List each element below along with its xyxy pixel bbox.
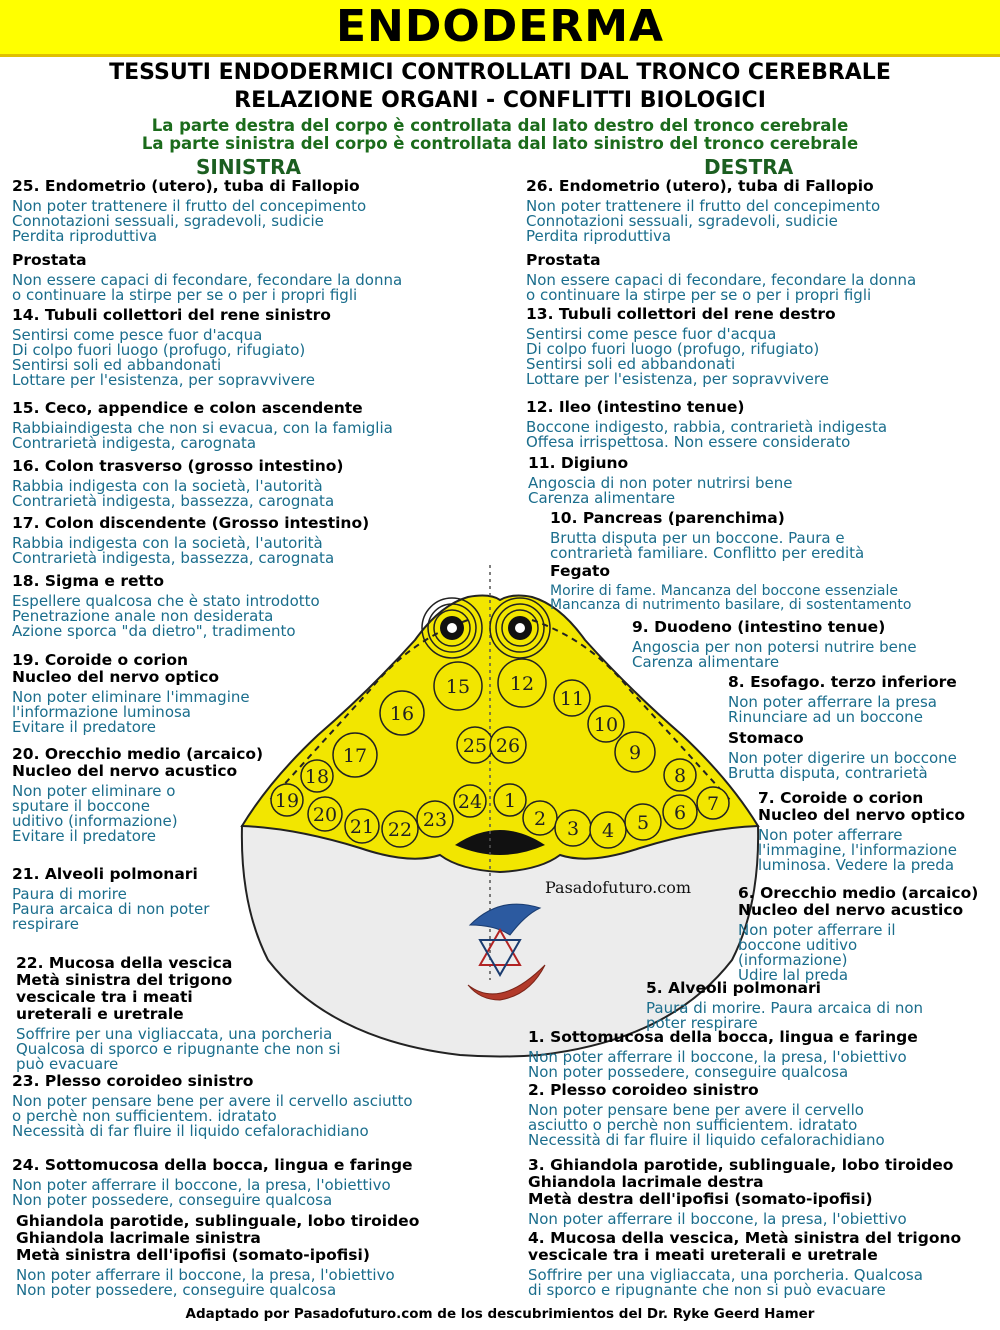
entry-heading: 12. Ileo (intestino tenue) (526, 398, 745, 416)
footer-credit: Adaptado por Pasadofuturo.com de los descubrimientos del Dr. Ryke Geerd Hamer (185, 1306, 815, 1322)
entry-description: Connotazioni sessuali, sgradevoli, sudicie (526, 212, 838, 230)
entry-description: sputare il boccone (12, 797, 150, 815)
watermark: Pasadofuturo.com (545, 878, 692, 897)
subtitle-tissues: TESSUTI ENDODERMICI CONTROLLATI DAL TRONCO CEREBRALE (109, 60, 891, 85)
right-entry (526, 178, 880, 244)
region-number-25: 25 (462, 735, 488, 757)
region-number-6: 6 (673, 802, 687, 824)
entry-description: Non poter trattenere il frutto del concepimento (526, 197, 881, 215)
entry-heading: 23. Plesso coroideo sinistro (12, 1072, 254, 1090)
entry-heading: 16. Colon trasverso (grosso intestino) (12, 457, 344, 475)
region-number-11: 11 (559, 688, 585, 710)
region-number-24: 24 (457, 791, 483, 813)
right-entry (728, 674, 957, 725)
region-number-21: 21 (349, 816, 375, 838)
entry-heading: 10. Pancreas (parenchima) (550, 509, 785, 527)
right-entry (550, 563, 911, 612)
entry-description: Sentirsi soli ed abbandonati (526, 355, 736, 373)
entry-heading: 2. Plesso coroideo sinistro (528, 1081, 759, 1099)
entry-description: Sentirsi come pesce fuor d'acqua (12, 326, 263, 344)
entry-description: Necessità di far fluire il liquido cefalorachidiano (528, 1131, 885, 1149)
entry-heading: 19. Coroide o corion (12, 651, 189, 669)
entry-description: Non poter afferrare il boccone, la presa, l'obiettivo (528, 1048, 907, 1066)
entry-description: luminosa. Vedere la preda (758, 856, 955, 874)
entry-heading: Nucleo del nervo acustico (12, 762, 238, 780)
entry-description: Paura di morire. Paura arcaica di non (646, 999, 924, 1017)
entry-heading: Nucleo del nervo acustico (738, 901, 964, 919)
right-entry (646, 980, 923, 1031)
entry-description: Non poter afferrare il boccone, la presa, l'obiettivo (528, 1210, 907, 1228)
entry-heading: 24. Sottomucosa della bocca, lingua e faringe (12, 1156, 413, 1174)
right-entry (528, 1082, 885, 1148)
left-entry (16, 1213, 419, 1298)
region-number-12: 12 (509, 673, 535, 695)
right-entry (528, 1029, 918, 1080)
entry-heading: 11. Digiuno (528, 454, 629, 472)
entry-description: poter respirare (646, 1014, 758, 1032)
right-entry (738, 885, 978, 983)
entry-description: Rabbiaindigesta che non si evacua, con la famiglia (12, 419, 393, 437)
page-title: ENDODERMA (0, 0, 1000, 57)
entry-heading: Nucleo del nervo optico (12, 668, 220, 686)
entry-description: Espellere qualcosa che è stato introdotto (12, 592, 320, 610)
entry-heading: Ghiandola lacrimale sinistra (16, 1229, 261, 1247)
entry-description: Brutta disputa, contrarietà (728, 764, 928, 782)
entry-description: Lottare per l'esistenza, per sopravvivere (526, 370, 829, 388)
entry-heading: Metà sinistra del trigono (16, 971, 233, 989)
left-entry (12, 746, 263, 844)
entry-heading: Prostata (12, 251, 87, 269)
entry-heading: Ghiandola lacrimale destra (528, 1173, 764, 1191)
entry-description: Non poter afferrare la presa (728, 693, 937, 711)
entry-heading: 20. Orecchio medio (arcaico) (12, 745, 264, 763)
left-entry (12, 652, 250, 735)
entry-heading: 17. Colon discendente (Grosso intestino) (12, 514, 370, 532)
entry-heading: 15. Ceco, appendice e colon ascendente (12, 399, 363, 417)
entry-heading: Metà sinistra dell'ipofisi (somato-ipofisi) (16, 1246, 370, 1264)
entry-heading: 13. Tubuli collettori del rene destro (526, 305, 836, 323)
entry-description: Contrarietà indigesta, bassezza, carognata (12, 549, 335, 567)
entry-description: Brutta disputa per un boccone. Paura e (550, 529, 845, 547)
right-entry (526, 252, 916, 303)
entry-heading: 26. Endometrio (utero), tuba di Fallopio (526, 177, 874, 195)
entry-description: Soffrire per una vigliaccata, una porcheria. Qualcosa (528, 1266, 923, 1284)
entry-heading: 25. Endometrio (utero), tuba di Fallopio (12, 177, 360, 195)
entry-description: Paura di morire (12, 885, 127, 903)
entry-description: Non poter afferrare il (738, 921, 896, 939)
entry-description: Rinunciare ad un boccone (728, 708, 923, 726)
entry-heading: 4. Mucosa della vescica, Metà sinistra del trigono (528, 1229, 962, 1247)
left-entry (12, 458, 344, 509)
entry-description: Connotazioni sessuali, sgradevoli, sudicie (12, 212, 324, 230)
entry-heading: Ghiandola parotide, sublinguale, lobo tiroideo (16, 1212, 420, 1230)
right-side-heading: DESTRA (704, 155, 794, 179)
entry-description: Contrarietà indigesta, bassezza, carognata (12, 492, 335, 510)
entry-description: o continuare la stirpe per se o per i propri figli (526, 286, 872, 304)
region-number-16: 16 (389, 703, 415, 725)
region-number-26: 26 (495, 735, 521, 757)
entry-description: Non poter possedere, conseguire qualcosa (16, 1281, 337, 1299)
region-number-4: 4 (601, 820, 615, 842)
left-entry (12, 400, 393, 451)
region-number-3: 3 (566, 818, 580, 840)
entry-description: Angoscia per non potersi nutrire bene (632, 638, 917, 656)
left-entry (12, 252, 402, 303)
entry-heading: 8. Esofago. terzo inferiore (728, 673, 957, 691)
entry-description: Rabbia indigesta con la società, l'autorità (12, 477, 323, 495)
entry-description: contrarietà familiare. Conflitto per eredità (550, 544, 865, 562)
note-right-side: La parte destra del corpo è controllata dal lato destro del tronco cerebrale (151, 116, 849, 135)
region-number-1: 1 (503, 790, 517, 812)
entry-description: boccone uditivo (738, 936, 858, 954)
region-number-15: 15 (445, 676, 471, 698)
entry-description: l'immagine, l'informazione (758, 841, 957, 859)
region-number-5: 5 (636, 812, 650, 834)
region-number-7: 7 (706, 793, 720, 815)
entry-description: Di colpo fuori luogo (profugo, rifugiato) (12, 341, 306, 359)
entry-description: Lottare per l'esistenza, per sopravvivere (12, 371, 315, 389)
entry-heading: 21. Alveoli polmonari (12, 865, 198, 883)
entry-heading: 3. Ghiandola parotide, sublinguale, lobo tiroideo (528, 1156, 954, 1174)
entry-heading: ureterali e uretrale (16, 1005, 184, 1023)
entry-description: Non poter digerire un boccone (728, 749, 957, 767)
entry-description: Non poter eliminare l'immagine (12, 688, 250, 706)
left-side-heading: SINISTRA (196, 155, 301, 179)
left-entry (12, 866, 209, 932)
entry-description: Azione sporca "da dietro", tradimento (12, 622, 296, 640)
entry-description: Non poter afferrare il boccone, la presa, l'obiettivo (12, 1176, 391, 1194)
entry-description: o continuare la stirpe per se o per i propri figli (12, 286, 358, 304)
entry-description: Non poter possedere, conseguire qualcosa (12, 1191, 333, 1209)
entry-description: Non essere capaci di fecondare, fecondare la donna (12, 271, 403, 289)
right-entry (632, 619, 917, 670)
left-entry (12, 178, 366, 244)
entry-description: Non poter pensare bene per avere il cervello asciutto (12, 1092, 413, 1110)
entry-description: Carenza alimentare (528, 489, 676, 507)
entry-description: può evacuare (16, 1055, 119, 1073)
entry-description: asciutto o perchè non sufficientem. idratato (528, 1116, 858, 1134)
entry-description: Qualcosa di sporco e ripugnante che non si (16, 1040, 341, 1058)
entry-description: Contrarietà indigesta, carognata (12, 434, 257, 452)
entry-description: Evitare il predatore (12, 718, 156, 736)
entry-description: Paura arcaica di non poter (12, 900, 210, 918)
entry-description: Rabbia indigesta con la società, l'autorità (12, 534, 323, 552)
entry-description: Non poter trattenere il frutto del concepimento (12, 197, 367, 215)
entry-description: Angoscia di non poter nutrirsi bene (528, 474, 793, 492)
entry-description: Non poter afferrare il boccone, la presa, l'obiettivo (16, 1266, 395, 1284)
entry-description: Penetrazione anale non desiderata (12, 607, 274, 625)
entry-heading: 22. Mucosa della vescica (16, 954, 233, 972)
entry-heading: Fegato (550, 562, 611, 580)
entry-heading: 7. Coroide o corion (758, 789, 924, 807)
entry-description: Offesa irrispettosa. Non essere considerato (526, 433, 851, 451)
entry-heading: 1. Sottomucosa della bocca, lingua e faringe (528, 1028, 918, 1046)
left-entry (12, 1157, 413, 1208)
entry-description: Mancanza di nutrimento basilare, di sostentamento (550, 597, 912, 613)
entry-description: Perdita riproduttiva (12, 227, 158, 245)
entry-description: Non poter possedere, conseguire qualcosa (528, 1063, 849, 1081)
entry-description: Evitare il predatore (12, 827, 156, 845)
region-number-20: 20 (312, 804, 338, 826)
right-entry (528, 1230, 961, 1298)
region-number-22: 22 (387, 819, 413, 841)
subtitle-relations: RELAZIONE ORGANI - CONFLITTI BIOLOGICI (234, 88, 766, 113)
entry-heading: Stomaco (728, 729, 804, 747)
entry-heading: 9. Duodeno (intestino tenue) (632, 618, 886, 636)
entry-description: di sporco e ripugnante che non si può evacuare (528, 1281, 886, 1299)
entry-description: respirare (12, 915, 79, 933)
entry-description: Sentirsi come pesce fuor d'acqua (526, 325, 777, 343)
right-entry (526, 306, 836, 387)
region-number-23: 23 (422, 809, 448, 831)
entry-heading: vescicale tra i meati ureterali e uretrale (528, 1246, 878, 1264)
entry-description: Soffrire per una vigliaccata, una porcheria (16, 1025, 333, 1043)
right-entry (528, 455, 792, 506)
left-entry (12, 1073, 413, 1139)
left-entry (16, 955, 341, 1072)
entry-heading: Prostata (526, 251, 601, 269)
entry-heading: 14. Tubuli collettori del rene sinistro (12, 306, 331, 324)
entry-description: Di colpo fuori luogo (profugo, rifugiato) (526, 340, 820, 358)
entry-description: l'informazione luminosa (12, 703, 191, 721)
region-number-17: 17 (342, 745, 368, 767)
entry-heading: 6. Orecchio medio (arcaico) (738, 884, 979, 902)
entry-heading: Metà destra dell'ipofisi (somato-ipofisi) (528, 1190, 873, 1208)
left-entry (12, 515, 369, 566)
entry-description: Non poter eliminare o (12, 782, 176, 800)
entry-heading: vescicale tra i meati (16, 988, 193, 1006)
region-number-19: 19 (274, 790, 300, 812)
right-entry (528, 1157, 953, 1227)
entry-heading: 18. Sigma e retto (12, 572, 164, 590)
entry-description: Morire di fame. Mancanza del boccone essenziale (550, 583, 898, 599)
entry-description: Non essere capaci di fecondare, fecondare la donna (526, 271, 917, 289)
entry-description: uditivo (informazione) (12, 812, 178, 830)
right-entry (550, 510, 864, 561)
entry-description: Non poter pensare bene per avere il cervello (528, 1101, 864, 1119)
entry-description: (informazione) (738, 951, 848, 969)
right-entry (728, 730, 957, 781)
region-number-18: 18 (304, 766, 330, 788)
region-number-9: 9 (628, 742, 642, 764)
region-number-10: 10 (593, 714, 619, 736)
entry-heading: 5. Alveoli polmonari (646, 979, 821, 997)
note-left-side: La parte sinistra del corpo è controllata dal lato sinistro del tronco cerebrale (141, 134, 859, 153)
left-entry (12, 307, 331, 388)
entry-description: Perdita riproduttiva (526, 227, 672, 245)
entry-description: Boccone indigesto, rabbia, contrarietà indigesta (526, 418, 888, 436)
entry-description: Necessità di far fluire il liquido cefalorachidiano (12, 1122, 369, 1140)
region-number-2: 2 (533, 808, 547, 830)
entry-description: Non poter afferrare (758, 826, 903, 844)
entry-heading: Nucleo del nervo optico (758, 806, 966, 824)
right-entry (758, 790, 965, 873)
region-number-8: 8 (673, 765, 687, 787)
left-entry (12, 573, 320, 639)
right-entry (526, 399, 887, 450)
entry-description: Carenza alimentare (632, 653, 780, 671)
entry-description: Sentirsi soli ed abbandonati (12, 356, 222, 374)
entry-description: Udire lal preda (738, 966, 849, 984)
entry-description: o perchè non sufficientem. idratato (12, 1107, 277, 1125)
